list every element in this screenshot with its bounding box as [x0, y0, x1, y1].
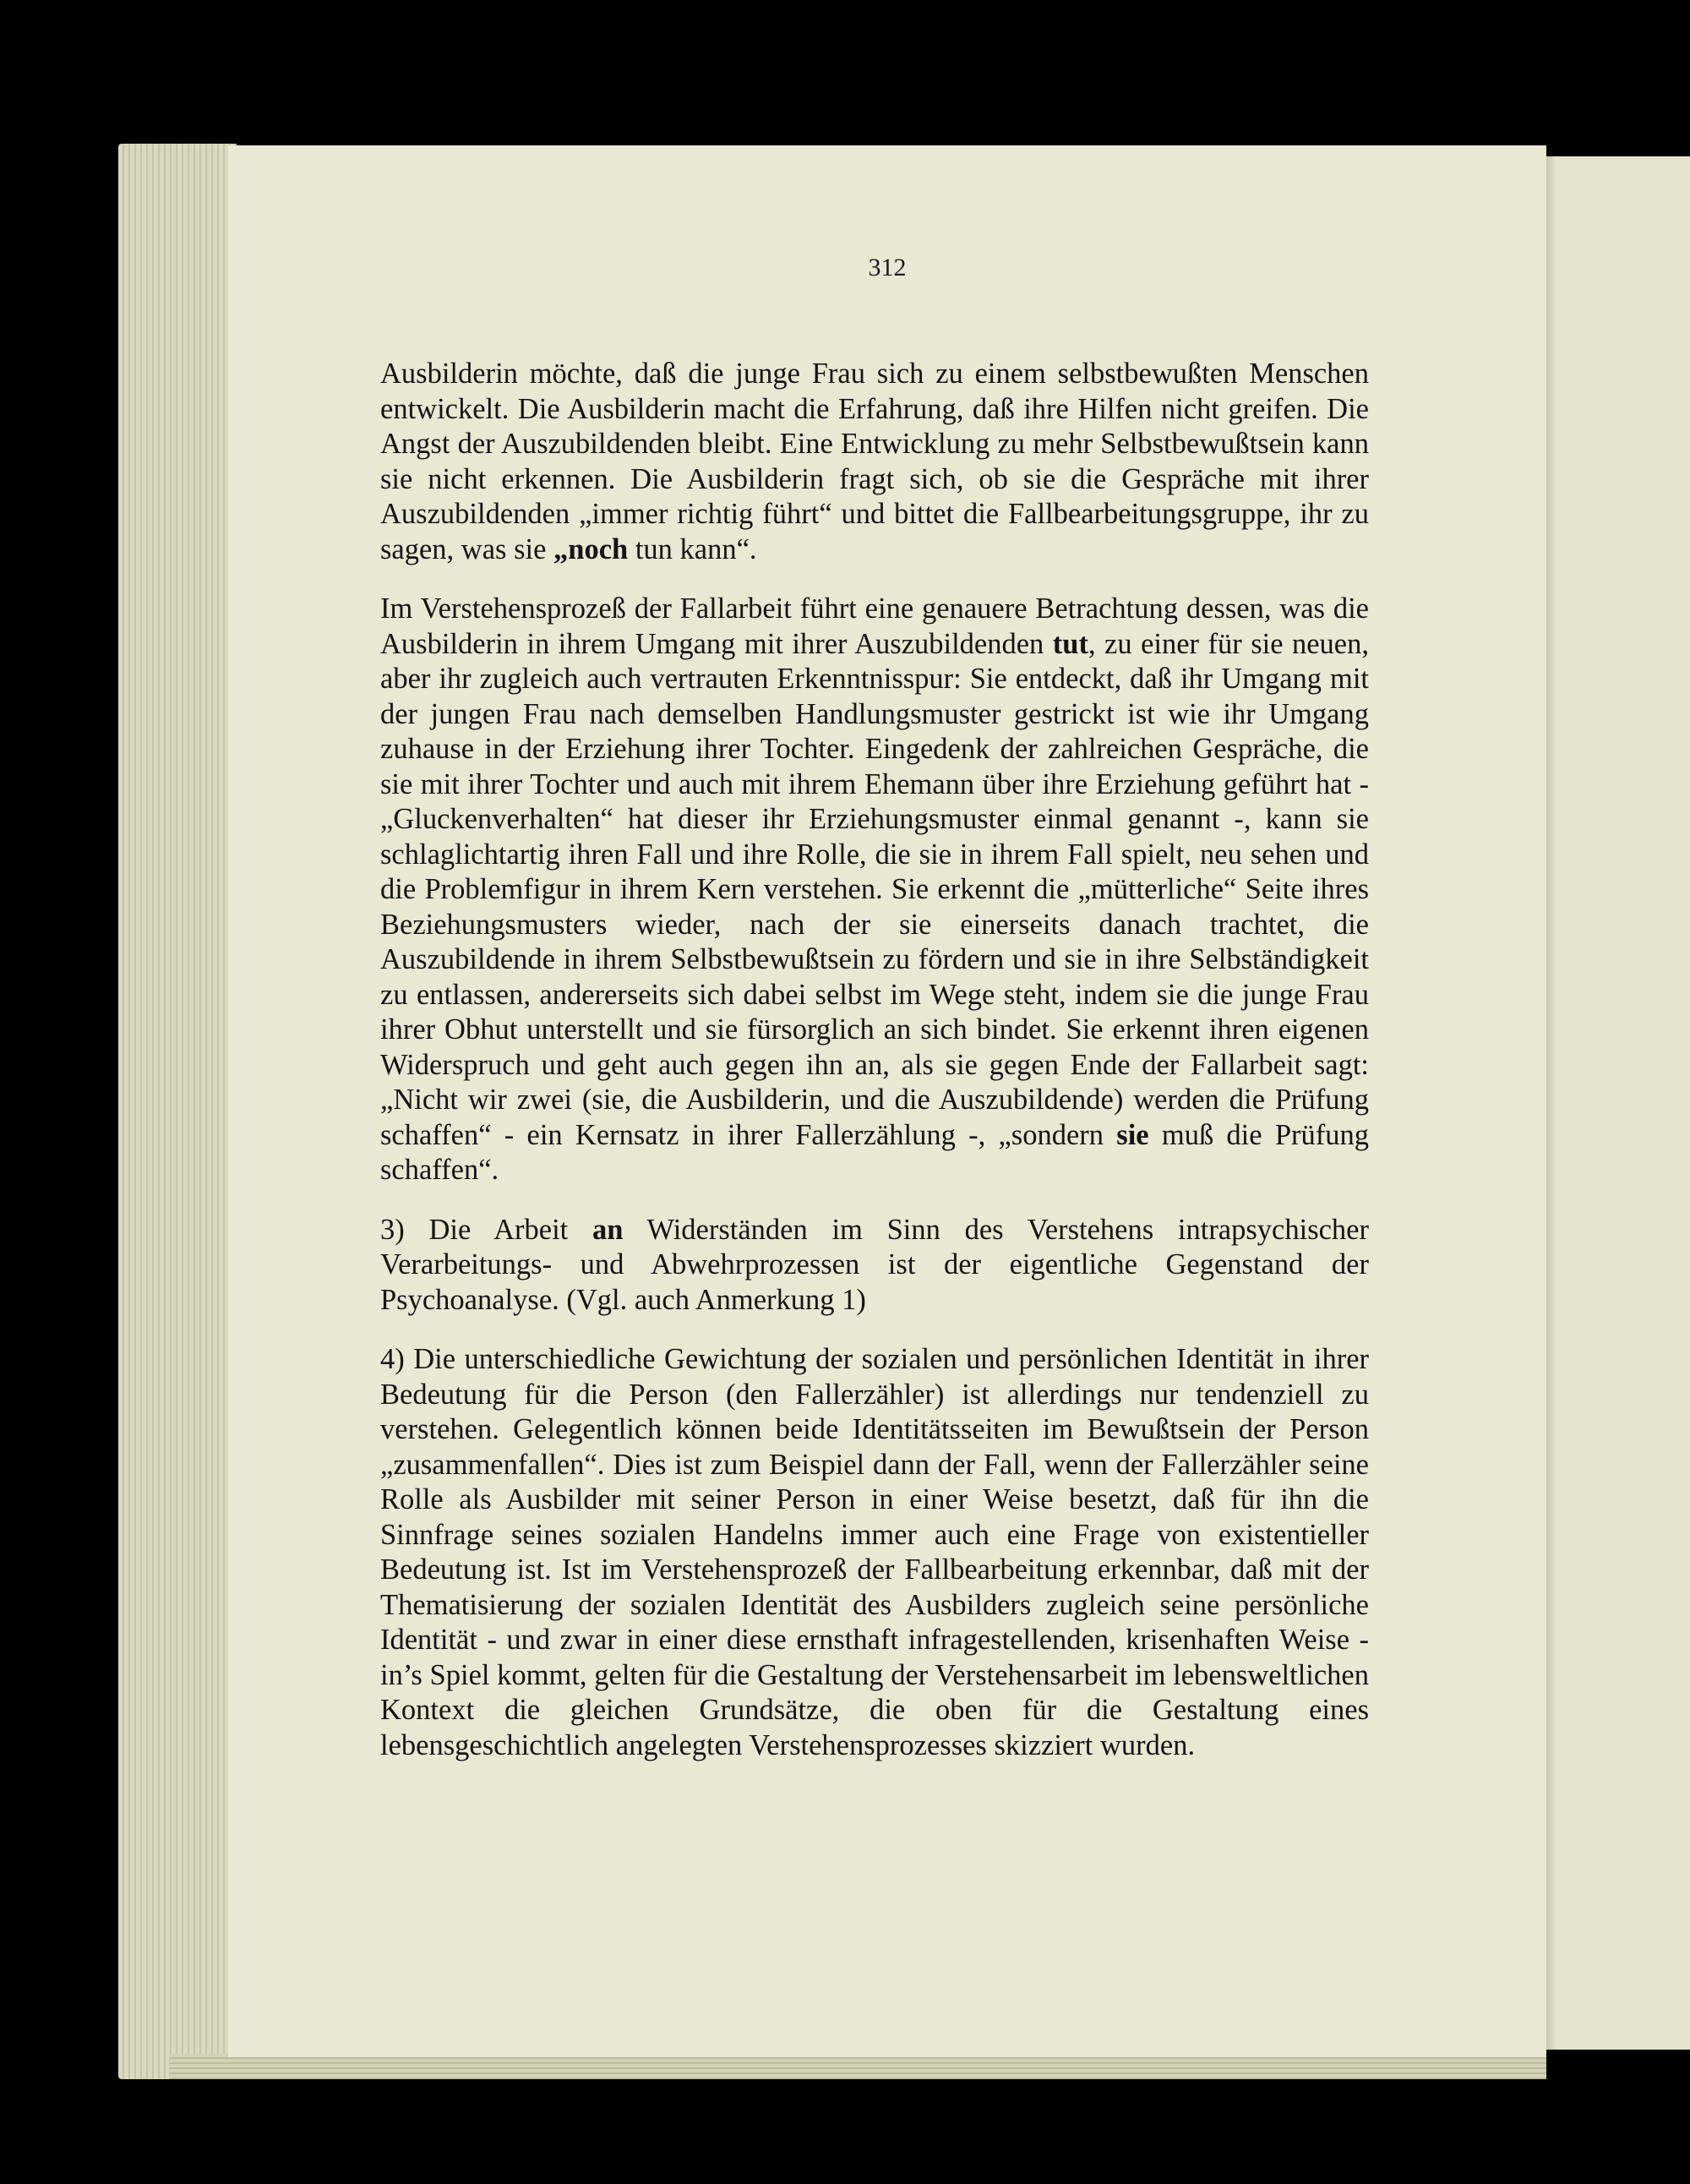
note-3-text-end: Widerständen im Sinn des Verstehens intrapsychischer Verarbeitungs- und Abwehrprozessen ist der eigentliche Gegenstand der Psychoanalyse. (Vgl. auch Anmerkung 1) [380, 1213, 1369, 1316]
paragraph-2-emphasis-2: sie [1116, 1118, 1149, 1151]
note-4 [380, 1342, 1369, 1763]
paragraph-2 [380, 592, 1369, 1188]
note-3 [380, 1213, 1369, 1319]
paragraph-1-text-end: tun kann“. [628, 532, 757, 565]
note-3-text: 3) Die Arbeit [380, 1213, 592, 1246]
page-bottom-edge [169, 2054, 1546, 2079]
page-edges [118, 144, 237, 2079]
paragraph-1-text: Ausbilderin möchte, daß die junge Frau sich zu einem selbstbewußten Menschen entwickelt. Die Ausbilderin macht die Erfahrung, daß ihre Hilfen nicht greifen. Die Angst der Auszubildenden bleibt. Eine Entwicklung zu mehr Selbstbewußtsein kann sie nicht erkennen. Die Ausbilderin fragt sich, ob sie die Gespräche mit ihrer Auszubildenden „immer richtig führt“ und bittet die Fallbearbeitungsgruppe, ihr zu sagen, was sie [380, 358, 1369, 565]
paragraph-2-text: Im Verstehensprozeß der Fallarbeit führt eine genauere Betrachtung dessen, was die Ausbilderin in ihrem Umgang mit ihrer Auszubildenden [380, 592, 1369, 660]
paragraph-2-emphasis: tut [1052, 627, 1088, 660]
note-4-text: 4) Die unterschiedliche Gewichtung der sozialen und persönlichen Identität in ihrer Bedeutung für die Person (den Fallerzähler) ist allerdings nur tendenziell zu verstehen. Gelegentlich können beide Identitätsseiten im Bewußtsein der Person „zusammenfallen“. Dies ist zum Beispiel dann der Fall, wenn der Fallerzähler seine Rolle als Ausbilder mit seiner Person in einer Weise besetzt, daß für ihn die Sinnfrage seines sozialen Handelns immer auch eine Frage von existentieller Bedeutung ist. Ist im Verstehensprozeß der Fallbearbeitung erkennbar, daß mit der Thematisierung der sozialen Identität des Ausbilders zugleich seine persönliche Identität - und zwar in einer diese ernsthaft infragestellenden, krisenhaften Weise - in’s Spiel kommt, gelten für die Gestaltung der Verstehensarbeit im lebensweltlichen Kontext die gleichen Grundsätze, die oben für die Gestaltung eines lebensgeschichtlich angelegten Verstehensprozesses skizziert wurden. [380, 1343, 1369, 1761]
page-number: 312 [868, 254, 907, 281]
note-3-emphasis: an [592, 1213, 624, 1246]
paragraph-2-text-mid: , zu einer für sie neuen, aber ihr zugleich auch vertrauten Erkenntnisspur: Sie entdeckt, daß ihr Umgang mit der jungen Frau nach demselben Handlungsmuster gestrickt ist wie ihr Umgang zuhause in der Erziehung ihrer Tochter. Eingedenk der zahlreichen Gespräche, die sie mit ihrer Tochter und auch mit ihrem Ehemann über ihre Erziehung geführt hat - „Gluckenverhalten“ hat dieser ihr Erziehungsmuster einmal genannt -, kann sie schlaglichtartig ihren Fall und ihre Rolle, die sie in ihrem Fall spielt, neu sehen und die Problemfigur in ihrem Kern verstehen. Sie erkennt die „mütterliche“ Seite ihres Beziehungsmusters wieder, nach der sie einerseits danach trachtet, die Auszubildende in ihrem Selbstbewußtsein zu fördern und sie in ihre Selbständigkeit zu entlassen, andererseits sich dabei selbst im Wege steht, indem sie die junge Frau ihrer Obhut unterstellt und sie fürsorglich an sich bindet. Sie erkennt ihren eigenen Widerspruch und geht auch gegen ihn an, als sie gegen Ende der Fallarbeit sagt: „Nicht wir zwei (sie, die Ausbilderin, und die Auszubildende) werden die Prüfung schaffen“ - ein Kernsatz in ihrer Fallerzählung -, „sondern [380, 627, 1369, 1151]
body-text [380, 357, 1369, 1788]
book-page [228, 145, 1546, 2057]
paragraph-1 [380, 357, 1369, 567]
paragraph-2-text-end: muß die Prüfung schaffen“. [380, 1118, 1369, 1186]
paragraph-1-emphasis: „noch [553, 532, 629, 565]
